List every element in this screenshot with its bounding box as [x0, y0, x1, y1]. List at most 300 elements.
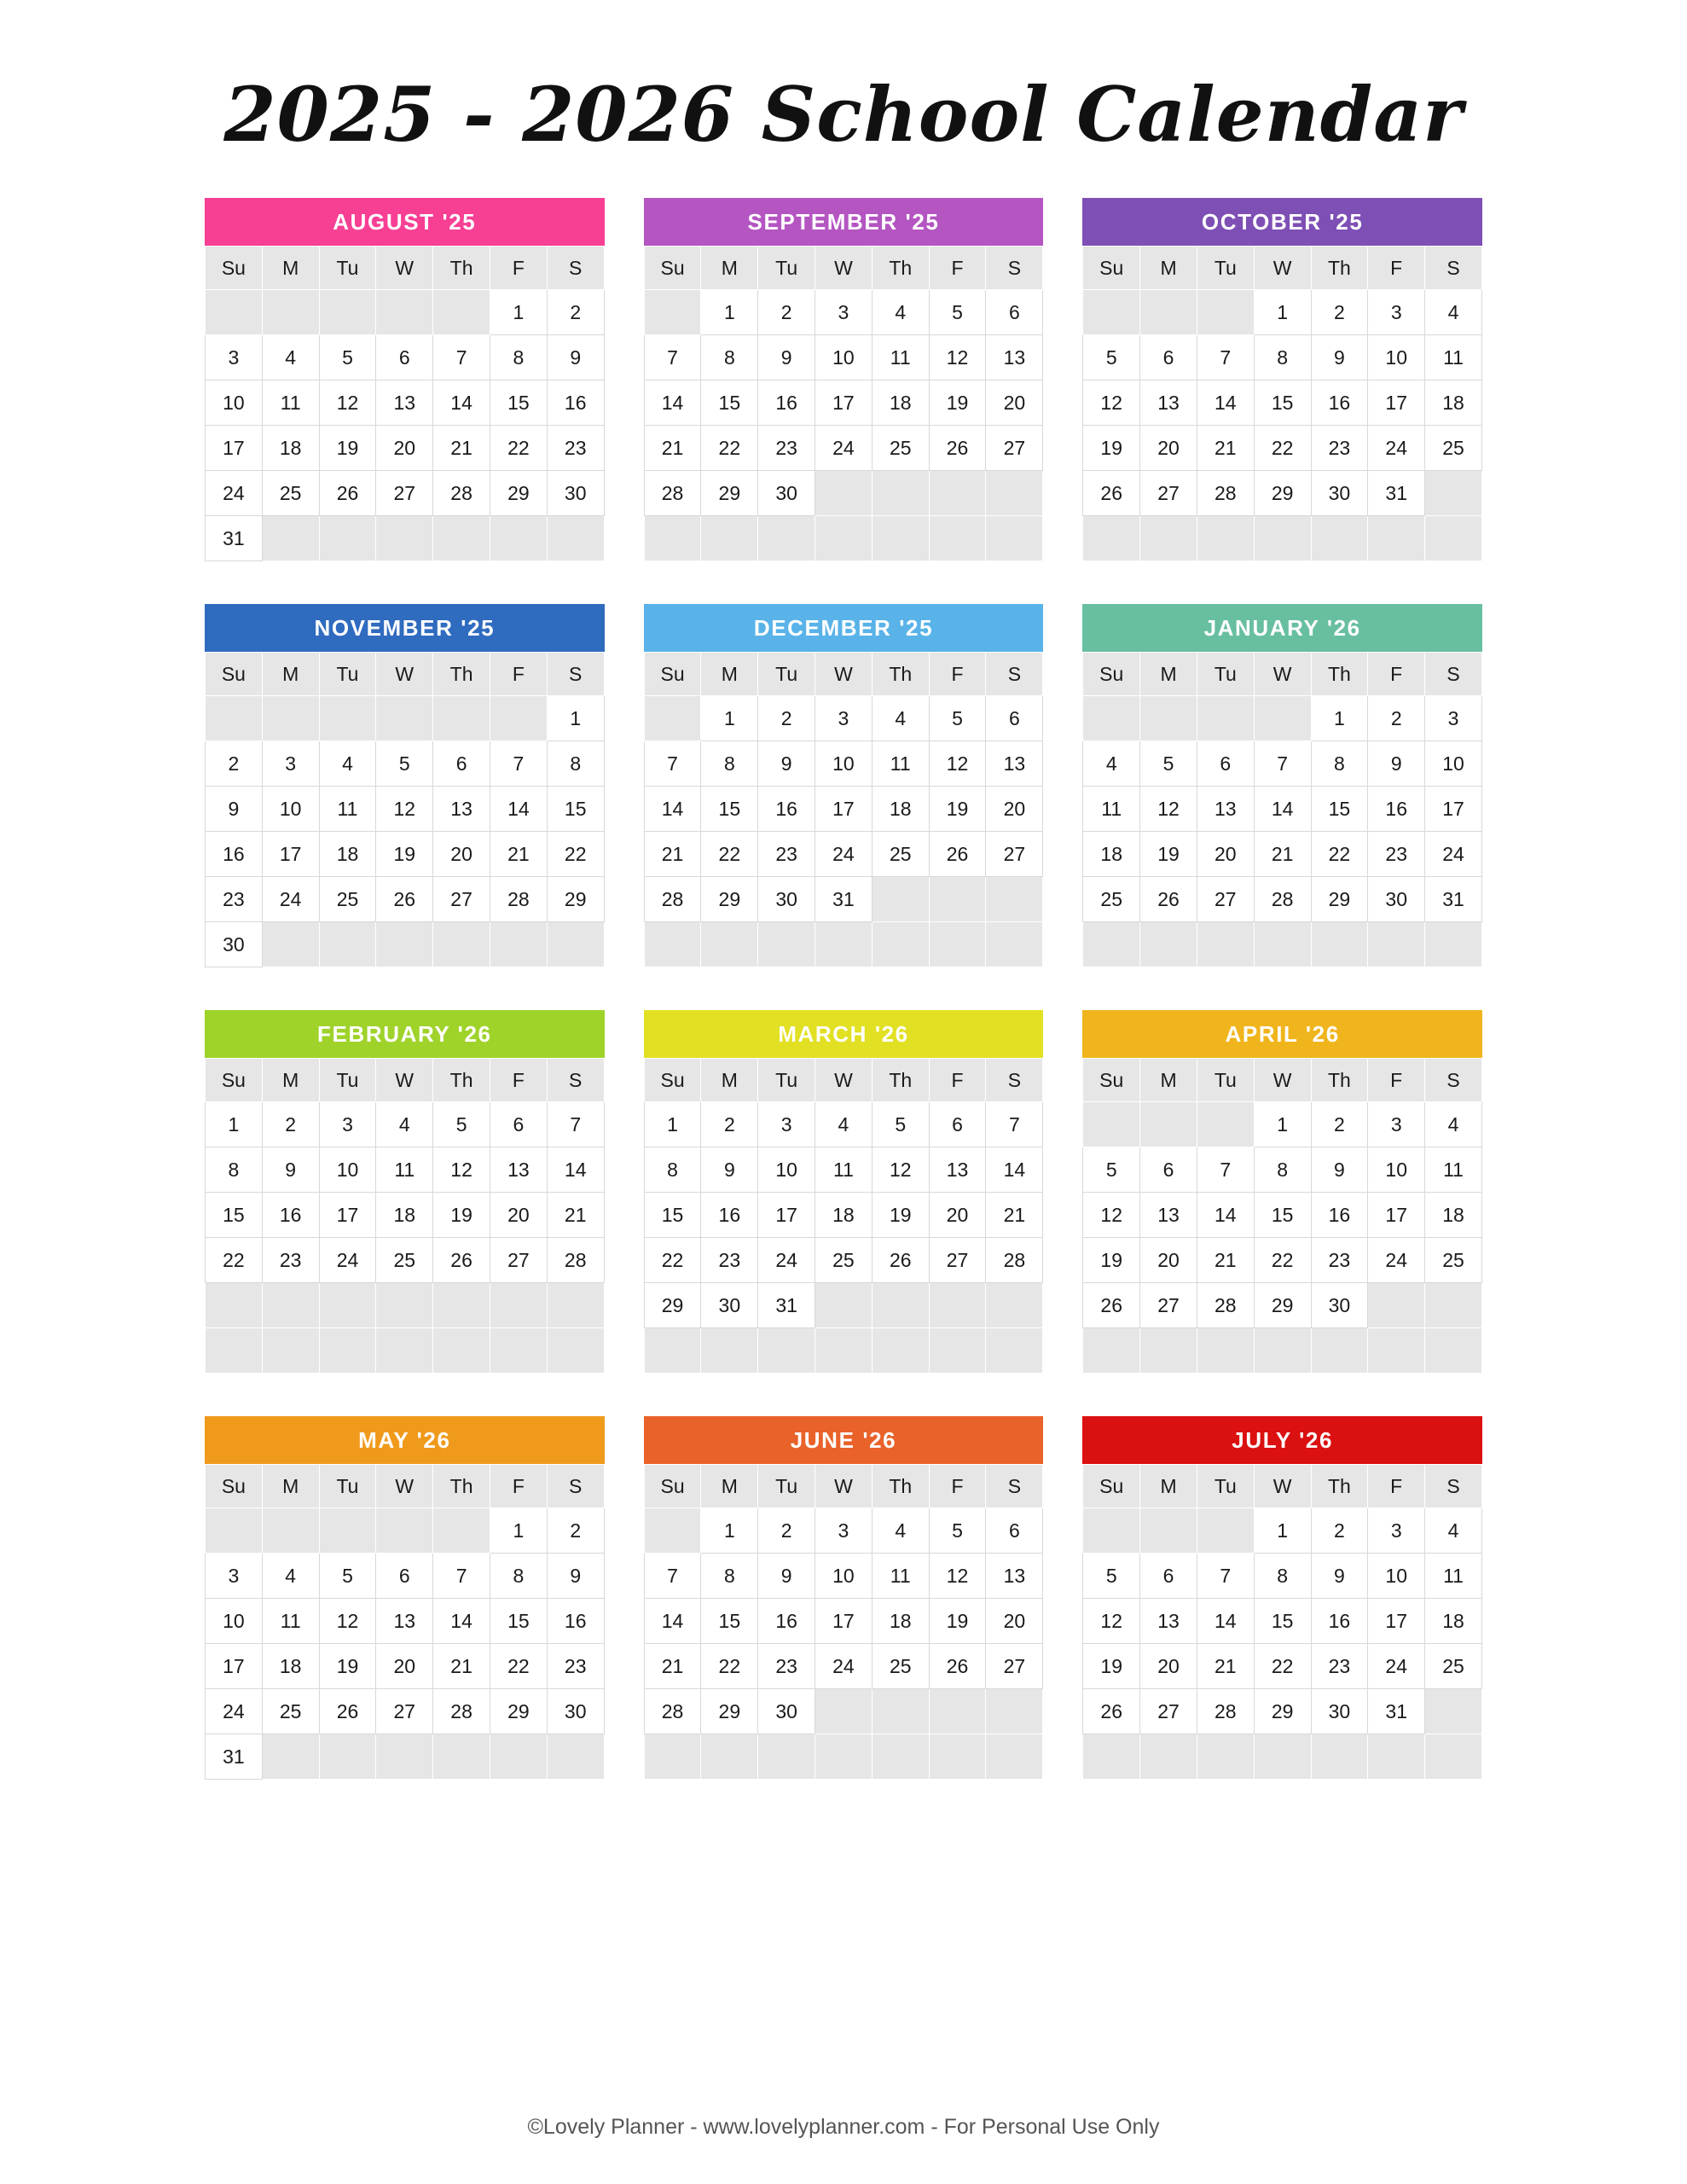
day-cell[interactable]: 25 [262, 471, 319, 516]
day-cell[interactable]: 8 [490, 1554, 547, 1599]
day-cell[interactable]: 20 [376, 1644, 433, 1689]
day-cell[interactable]: 5 [433, 1102, 490, 1147]
day-cell[interactable]: 26 [929, 426, 986, 471]
day-cell[interactable]: 18 [1083, 832, 1140, 877]
day-cell[interactable]: 15 [1311, 787, 1368, 832]
day-cell[interactable]: 27 [376, 471, 433, 516]
day-cell[interactable]: 30 [1311, 1283, 1368, 1328]
day-cell[interactable]: 6 [986, 696, 1043, 741]
day-cell[interactable]: 9 [701, 1147, 758, 1193]
day-cell[interactable]: 3 [1368, 1102, 1425, 1147]
day-cell[interactable]: 7 [1197, 1554, 1254, 1599]
day-cell[interactable]: 13 [986, 741, 1043, 787]
day-cell[interactable]: 11 [1425, 1554, 1482, 1599]
day-cell[interactable]: 20 [986, 1599, 1043, 1644]
day-cell[interactable]: 20 [929, 1193, 986, 1238]
day-cell[interactable]: 5 [872, 1102, 929, 1147]
day-cell[interactable]: 17 [815, 1599, 872, 1644]
day-cell[interactable]: 2 [206, 741, 263, 787]
day-cell[interactable]: 22 [490, 1644, 547, 1689]
day-cell[interactable]: 13 [986, 335, 1043, 380]
day-cell[interactable]: 14 [1197, 1599, 1254, 1644]
day-cell[interactable]: 24 [815, 426, 872, 471]
day-cell[interactable]: 23 [1311, 1644, 1368, 1689]
day-cell[interactable]: 8 [644, 1147, 701, 1193]
day-cell[interactable]: 7 [644, 741, 701, 787]
day-cell[interactable]: 30 [701, 1283, 758, 1328]
day-cell[interactable]: 24 [319, 1238, 376, 1283]
day-cell[interactable]: 20 [1140, 1644, 1197, 1689]
day-cell[interactable]: 12 [929, 741, 986, 787]
day-cell[interactable]: 28 [1197, 1283, 1254, 1328]
day-cell[interactable]: 17 [1368, 380, 1425, 426]
day-cell[interactable]: 14 [644, 380, 701, 426]
day-cell[interactable]: 16 [547, 1599, 604, 1644]
day-cell[interactable]: 10 [815, 335, 872, 380]
day-cell[interactable]: 8 [490, 335, 547, 380]
day-cell[interactable]: 19 [929, 787, 986, 832]
day-cell[interactable]: 3 [262, 741, 319, 787]
day-cell[interactable]: 30 [206, 922, 263, 967]
day-cell[interactable]: 26 [1083, 471, 1140, 516]
day-cell[interactable]: 25 [872, 426, 929, 471]
day-cell[interactable]: 20 [1140, 426, 1197, 471]
day-cell[interactable]: 18 [872, 1599, 929, 1644]
day-cell[interactable]: 19 [929, 380, 986, 426]
day-cell[interactable]: 14 [644, 1599, 701, 1644]
day-cell[interactable]: 20 [986, 380, 1043, 426]
day-cell[interactable]: 5 [1140, 741, 1197, 787]
day-cell[interactable]: 19 [376, 832, 433, 877]
day-cell[interactable]: 29 [1311, 877, 1368, 922]
day-cell[interactable]: 31 [758, 1283, 815, 1328]
day-cell[interactable]: 6 [1140, 1554, 1197, 1599]
day-cell[interactable]: 16 [701, 1193, 758, 1238]
day-cell[interactable]: 25 [1083, 877, 1140, 922]
day-cell[interactable]: 23 [262, 1238, 319, 1283]
day-cell[interactable]: 16 [758, 1599, 815, 1644]
day-cell[interactable]: 3 [815, 696, 872, 741]
day-cell[interactable]: 5 [929, 1508, 986, 1554]
day-cell[interactable]: 23 [1368, 832, 1425, 877]
day-cell[interactable]: 2 [758, 696, 815, 741]
day-cell[interactable]: 5 [929, 290, 986, 335]
day-cell[interactable]: 19 [1140, 832, 1197, 877]
day-cell[interactable]: 22 [1254, 1238, 1311, 1283]
day-cell[interactable]: 18 [1425, 1193, 1482, 1238]
day-cell[interactable]: 3 [1425, 696, 1482, 741]
day-cell[interactable]: 13 [1140, 380, 1197, 426]
day-cell[interactable]: 1 [644, 1102, 701, 1147]
day-cell[interactable]: 26 [872, 1238, 929, 1283]
day-cell[interactable]: 29 [1254, 471, 1311, 516]
day-cell[interactable]: 6 [490, 1102, 547, 1147]
day-cell[interactable]: 30 [1368, 877, 1425, 922]
day-cell[interactable]: 26 [433, 1238, 490, 1283]
day-cell[interactable]: 10 [206, 1599, 263, 1644]
day-cell[interactable]: 23 [1311, 1238, 1368, 1283]
day-cell[interactable]: 27 [986, 832, 1043, 877]
day-cell[interactable]: 4 [872, 1508, 929, 1554]
day-cell[interactable]: 25 [872, 832, 929, 877]
day-cell[interactable]: 10 [319, 1147, 376, 1193]
day-cell[interactable]: 9 [1311, 335, 1368, 380]
day-cell[interactable]: 15 [1254, 380, 1311, 426]
day-cell[interactable]: 26 [929, 1644, 986, 1689]
day-cell[interactable]: 1 [701, 696, 758, 741]
day-cell[interactable]: 30 [547, 471, 604, 516]
day-cell[interactable]: 22 [1254, 426, 1311, 471]
day-cell[interactable]: 16 [1311, 1599, 1368, 1644]
day-cell[interactable]: 12 [319, 380, 376, 426]
day-cell[interactable]: 27 [1140, 1283, 1197, 1328]
day-cell[interactable]: 29 [1254, 1689, 1311, 1734]
day-cell[interactable]: 12 [872, 1147, 929, 1193]
day-cell[interactable]: 4 [376, 1102, 433, 1147]
day-cell[interactable]: 16 [547, 380, 604, 426]
day-cell[interactable]: 11 [376, 1147, 433, 1193]
day-cell[interactable]: 15 [547, 787, 604, 832]
day-cell[interactable]: 14 [547, 1147, 604, 1193]
day-cell[interactable]: 30 [1311, 1689, 1368, 1734]
day-cell[interactable]: 27 [1197, 877, 1254, 922]
day-cell[interactable]: 7 [547, 1102, 604, 1147]
day-cell[interactable]: 31 [815, 877, 872, 922]
day-cell[interactable]: 10 [1368, 1554, 1425, 1599]
day-cell[interactable]: 28 [1197, 1689, 1254, 1734]
day-cell[interactable]: 20 [986, 787, 1043, 832]
day-cell[interactable]: 24 [1368, 426, 1425, 471]
day-cell[interactable]: 18 [1425, 380, 1482, 426]
day-cell[interactable]: 31 [206, 1734, 263, 1780]
day-cell[interactable]: 5 [1083, 1147, 1140, 1193]
day-cell[interactable]: 9 [758, 1554, 815, 1599]
day-cell[interactable]: 24 [206, 471, 263, 516]
day-cell[interactable]: 17 [1425, 787, 1482, 832]
day-cell[interactable]: 27 [1140, 471, 1197, 516]
day-cell[interactable]: 29 [701, 471, 758, 516]
day-cell[interactable]: 6 [1197, 741, 1254, 787]
day-cell[interactable]: 7 [433, 1554, 490, 1599]
day-cell[interactable]: 28 [433, 471, 490, 516]
day-cell[interactable]: 2 [758, 1508, 815, 1554]
day-cell[interactable]: 21 [490, 832, 547, 877]
day-cell[interactable]: 28 [1254, 877, 1311, 922]
day-cell[interactable]: 1 [1311, 696, 1368, 741]
day-cell[interactable]: 8 [701, 1554, 758, 1599]
day-cell[interactable]: 3 [206, 1554, 263, 1599]
day-cell[interactable]: 13 [376, 1599, 433, 1644]
day-cell[interactable]: 3 [815, 290, 872, 335]
day-cell[interactable]: 25 [1425, 426, 1482, 471]
day-cell[interactable]: 10 [1368, 335, 1425, 380]
day-cell[interactable]: 24 [1425, 832, 1482, 877]
day-cell[interactable]: 11 [1083, 787, 1140, 832]
day-cell[interactable]: 17 [1368, 1193, 1425, 1238]
day-cell[interactable]: 15 [701, 787, 758, 832]
day-cell[interactable]: 27 [490, 1238, 547, 1283]
day-cell[interactable]: 25 [262, 1689, 319, 1734]
day-cell[interactable]: 22 [701, 832, 758, 877]
day-cell[interactable]: 5 [1083, 1554, 1140, 1599]
day-cell[interactable]: 30 [1311, 471, 1368, 516]
day-cell[interactable]: 25 [1425, 1238, 1482, 1283]
day-cell[interactable]: 21 [1197, 1644, 1254, 1689]
day-cell[interactable]: 27 [929, 1238, 986, 1283]
day-cell[interactable]: 27 [376, 1689, 433, 1734]
day-cell[interactable]: 20 [1140, 1238, 1197, 1283]
day-cell[interactable]: 29 [490, 471, 547, 516]
day-cell[interactable]: 14 [644, 787, 701, 832]
day-cell[interactable]: 30 [758, 877, 815, 922]
day-cell[interactable]: 1 [547, 696, 604, 741]
day-cell[interactable]: 4 [815, 1102, 872, 1147]
day-cell[interactable]: 23 [758, 832, 815, 877]
day-cell[interactable]: 28 [490, 877, 547, 922]
day-cell[interactable]: 9 [1311, 1147, 1368, 1193]
day-cell[interactable]: 19 [433, 1193, 490, 1238]
day-cell[interactable]: 11 [872, 741, 929, 787]
day-cell[interactable]: 16 [1368, 787, 1425, 832]
day-cell[interactable]: 9 [206, 787, 263, 832]
day-cell[interactable]: 11 [1425, 1147, 1482, 1193]
day-cell[interactable]: 28 [644, 471, 701, 516]
day-cell[interactable]: 7 [644, 335, 701, 380]
day-cell[interactable]: 1 [1254, 1102, 1311, 1147]
day-cell[interactable]: 28 [644, 1689, 701, 1734]
day-cell[interactable]: 3 [1368, 290, 1425, 335]
day-cell[interactable]: 14 [433, 380, 490, 426]
day-cell[interactable]: 11 [872, 1554, 929, 1599]
day-cell[interactable]: 9 [758, 335, 815, 380]
day-cell[interactable]: 11 [319, 787, 376, 832]
day-cell[interactable]: 2 [1368, 696, 1425, 741]
day-cell[interactable]: 23 [758, 1644, 815, 1689]
day-cell[interactable]: 13 [986, 1554, 1043, 1599]
day-cell[interactable]: 29 [701, 877, 758, 922]
day-cell[interactable]: 7 [986, 1102, 1043, 1147]
day-cell[interactable]: 16 [206, 832, 263, 877]
day-cell[interactable]: 23 [206, 877, 263, 922]
day-cell[interactable]: 5 [376, 741, 433, 787]
day-cell[interactable]: 30 [758, 471, 815, 516]
day-cell[interactable]: 6 [986, 290, 1043, 335]
day-cell[interactable]: 17 [758, 1193, 815, 1238]
day-cell[interactable]: 24 [1368, 1644, 1425, 1689]
day-cell[interactable]: 26 [1083, 1283, 1140, 1328]
day-cell[interactable]: 23 [547, 426, 604, 471]
day-cell[interactable]: 13 [433, 787, 490, 832]
day-cell[interactable]: 14 [1254, 787, 1311, 832]
day-cell[interactable]: 4 [262, 335, 319, 380]
day-cell[interactable]: 9 [1311, 1554, 1368, 1599]
day-cell[interactable]: 6 [1140, 335, 1197, 380]
day-cell[interactable]: 23 [1311, 426, 1368, 471]
day-cell[interactable]: 20 [433, 832, 490, 877]
day-cell[interactable]: 21 [1254, 832, 1311, 877]
day-cell[interactable]: 22 [206, 1238, 263, 1283]
day-cell[interactable]: 18 [319, 832, 376, 877]
day-cell[interactable]: 5 [929, 696, 986, 741]
day-cell[interactable]: 26 [929, 832, 986, 877]
day-cell[interactable]: 1 [701, 1508, 758, 1554]
day-cell[interactable]: 25 [319, 877, 376, 922]
day-cell[interactable]: 26 [376, 877, 433, 922]
day-cell[interactable]: 17 [815, 787, 872, 832]
day-cell[interactable]: 2 [1311, 1102, 1368, 1147]
day-cell[interactable]: 28 [433, 1689, 490, 1734]
day-cell[interactable]: 17 [206, 426, 263, 471]
day-cell[interactable]: 11 [262, 380, 319, 426]
day-cell[interactable]: 18 [872, 787, 929, 832]
day-cell[interactable]: 18 [262, 426, 319, 471]
day-cell[interactable]: 16 [758, 380, 815, 426]
day-cell[interactable]: 5 [319, 1554, 376, 1599]
day-cell[interactable]: 6 [986, 1508, 1043, 1554]
day-cell[interactable]: 8 [206, 1147, 263, 1193]
day-cell[interactable]: 12 [1140, 787, 1197, 832]
day-cell[interactable]: 6 [433, 741, 490, 787]
day-cell[interactable]: 7 [1197, 1147, 1254, 1193]
day-cell[interactable]: 4 [1425, 1102, 1482, 1147]
day-cell[interactable]: 15 [701, 1599, 758, 1644]
day-cell[interactable]: 28 [986, 1238, 1043, 1283]
day-cell[interactable]: 12 [1083, 1599, 1140, 1644]
day-cell[interactable]: 21 [644, 426, 701, 471]
day-cell[interactable]: 27 [986, 1644, 1043, 1689]
day-cell[interactable]: 3 [206, 335, 263, 380]
day-cell[interactable]: 22 [490, 426, 547, 471]
day-cell[interactable]: 10 [1425, 741, 1482, 787]
day-cell[interactable]: 26 [1140, 877, 1197, 922]
day-cell[interactable]: 14 [1197, 1193, 1254, 1238]
day-cell[interactable]: 27 [1140, 1689, 1197, 1734]
day-cell[interactable]: 30 [547, 1689, 604, 1734]
day-cell[interactable]: 12 [376, 787, 433, 832]
day-cell[interactable]: 7 [433, 335, 490, 380]
day-cell[interactable]: 17 [206, 1644, 263, 1689]
day-cell[interactable]: 30 [758, 1689, 815, 1734]
day-cell[interactable]: 21 [644, 832, 701, 877]
day-cell[interactable]: 22 [1254, 1644, 1311, 1689]
day-cell[interactable]: 15 [490, 380, 547, 426]
day-cell[interactable]: 15 [206, 1193, 263, 1238]
day-cell[interactable]: 9 [1368, 741, 1425, 787]
day-cell[interactable]: 3 [1368, 1508, 1425, 1554]
day-cell[interactable]: 2 [547, 290, 604, 335]
day-cell[interactable]: 15 [644, 1193, 701, 1238]
day-cell[interactable]: 29 [547, 877, 604, 922]
day-cell[interactable]: 22 [1311, 832, 1368, 877]
day-cell[interactable]: 14 [433, 1599, 490, 1644]
day-cell[interactable]: 5 [319, 335, 376, 380]
day-cell[interactable]: 24 [815, 1644, 872, 1689]
day-cell[interactable]: 6 [929, 1102, 986, 1147]
day-cell[interactable]: 13 [1140, 1193, 1197, 1238]
day-cell[interactable]: 19 [1083, 426, 1140, 471]
day-cell[interactable]: 13 [376, 380, 433, 426]
day-cell[interactable]: 10 [815, 741, 872, 787]
day-cell[interactable]: 18 [376, 1193, 433, 1238]
day-cell[interactable]: 20 [490, 1193, 547, 1238]
day-cell[interactable]: 22 [547, 832, 604, 877]
day-cell[interactable]: 22 [701, 426, 758, 471]
day-cell[interactable]: 12 [1083, 380, 1140, 426]
day-cell[interactable]: 1 [1254, 1508, 1311, 1554]
day-cell[interactable]: 1 [490, 290, 547, 335]
day-cell[interactable]: 25 [1425, 1644, 1482, 1689]
day-cell[interactable]: 3 [319, 1102, 376, 1147]
day-cell[interactable]: 8 [701, 741, 758, 787]
day-cell[interactable]: 4 [319, 741, 376, 787]
day-cell[interactable]: 10 [262, 787, 319, 832]
day-cell[interactable]: 10 [815, 1554, 872, 1599]
day-cell[interactable]: 28 [1197, 471, 1254, 516]
day-cell[interactable]: 4 [1425, 1508, 1482, 1554]
day-cell[interactable]: 21 [644, 1644, 701, 1689]
day-cell[interactable]: 10 [206, 380, 263, 426]
day-cell[interactable]: 26 [1083, 1689, 1140, 1734]
day-cell[interactable]: 1 [1254, 290, 1311, 335]
day-cell[interactable]: 21 [986, 1193, 1043, 1238]
day-cell[interactable]: 2 [758, 290, 815, 335]
day-cell[interactable]: 17 [262, 832, 319, 877]
day-cell[interactable]: 6 [1140, 1147, 1197, 1193]
day-cell[interactable]: 13 [1197, 787, 1254, 832]
day-cell[interactable]: 13 [929, 1147, 986, 1193]
day-cell[interactable]: 26 [319, 1689, 376, 1734]
day-cell[interactable]: 4 [262, 1554, 319, 1599]
day-cell[interactable]: 5 [1083, 335, 1140, 380]
day-cell[interactable]: 12 [319, 1599, 376, 1644]
day-cell[interactable]: 19 [929, 1599, 986, 1644]
day-cell[interactable]: 8 [1254, 335, 1311, 380]
day-cell[interactable]: 7 [1197, 335, 1254, 380]
day-cell[interactable]: 13 [1140, 1599, 1197, 1644]
day-cell[interactable]: 18 [262, 1644, 319, 1689]
day-cell[interactable]: 25 [815, 1238, 872, 1283]
day-cell[interactable]: 11 [1425, 335, 1482, 380]
day-cell[interactable]: 16 [1311, 380, 1368, 426]
day-cell[interactable]: 11 [815, 1147, 872, 1193]
day-cell[interactable]: 26 [319, 471, 376, 516]
day-cell[interactable]: 24 [1368, 1238, 1425, 1283]
day-cell[interactable]: 23 [547, 1644, 604, 1689]
day-cell[interactable]: 2 [1311, 1508, 1368, 1554]
day-cell[interactable]: 18 [1425, 1599, 1482, 1644]
day-cell[interactable]: 6 [376, 1554, 433, 1599]
day-cell[interactable]: 8 [1254, 1554, 1311, 1599]
day-cell[interactable]: 29 [1254, 1283, 1311, 1328]
day-cell[interactable]: 29 [644, 1283, 701, 1328]
day-cell[interactable]: 21 [433, 1644, 490, 1689]
day-cell[interactable]: 24 [815, 832, 872, 877]
day-cell[interactable]: 24 [206, 1689, 263, 1734]
day-cell[interactable]: 31 [1425, 877, 1482, 922]
day-cell[interactable]: 21 [1197, 426, 1254, 471]
day-cell[interactable]: 8 [1254, 1147, 1311, 1193]
day-cell[interactable]: 10 [1368, 1147, 1425, 1193]
day-cell[interactable]: 8 [547, 741, 604, 787]
day-cell[interactable]: 9 [758, 741, 815, 787]
day-cell[interactable]: 24 [758, 1238, 815, 1283]
day-cell[interactable]: 29 [490, 1689, 547, 1734]
day-cell[interactable]: 10 [758, 1147, 815, 1193]
day-cell[interactable]: 9 [262, 1147, 319, 1193]
day-cell[interactable]: 7 [1254, 741, 1311, 787]
day-cell[interactable]: 9 [547, 335, 604, 380]
day-cell[interactable]: 3 [815, 1508, 872, 1554]
